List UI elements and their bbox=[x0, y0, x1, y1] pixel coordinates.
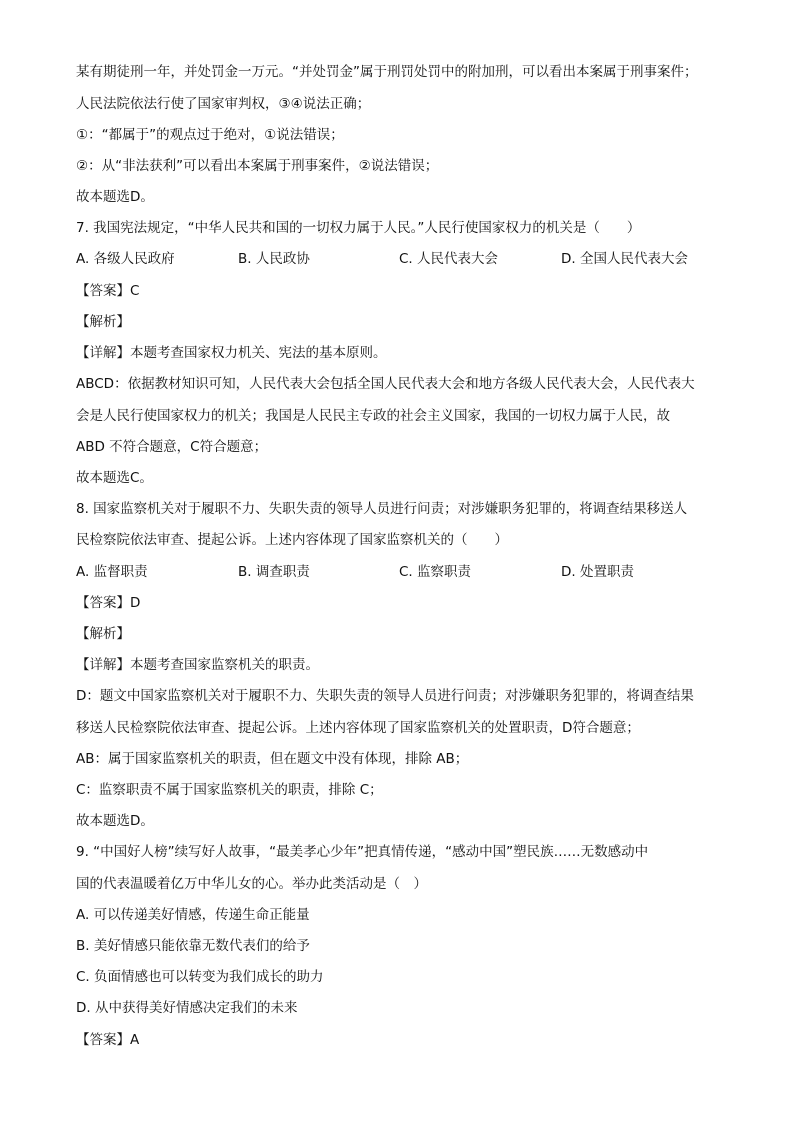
text-line: 会是人民行使国家权力的机关；我国是人民民主专政的社会主义国家，我国的一切权力属于人民，故 bbox=[76, 408, 670, 424]
option-a: A. 监督职责 bbox=[76, 564, 148, 580]
text-line: 故本题选C。 bbox=[76, 470, 153, 486]
option-b: B. 调查职责 bbox=[238, 564, 310, 580]
text-line: ①：“都属于”的观点过于绝对，①说法错误； bbox=[76, 127, 344, 143]
option-b: B. 人民政协 bbox=[238, 251, 310, 267]
text-line: ABD 不符合题意，C符合题意； bbox=[76, 439, 268, 455]
option-c: C. 人民代表大会 bbox=[399, 251, 499, 267]
option-d: D. 全国人民代表大会 bbox=[561, 251, 688, 267]
answer-label: 【答案】A bbox=[76, 1032, 140, 1048]
text-line: 故本题选D。 bbox=[76, 813, 154, 829]
detail-line: 【详解】本题考查国家权力机关、宪法的基本原则。 bbox=[76, 345, 387, 361]
option-d: D. 从中获得美好情感决定我们的未来 bbox=[76, 1000, 298, 1016]
option-a: A. 各级人民政府 bbox=[76, 251, 175, 267]
option-c: C. 负面情感也可以转变为我们成长的助力 bbox=[76, 969, 324, 985]
text-line: 移送人民检察院依法审查、提起公诉。上述内容体现了国家监察机关的处置职责，D符合题意； bbox=[76, 720, 640, 736]
detail-line: 【详解】本题考查国家监察机关的职责。 bbox=[76, 657, 319, 673]
answer-label: 【答案】D bbox=[76, 595, 141, 611]
text-line: D：题文中国家监察机关对于履职不力、失职失责的领导人员进行问责；对涉嫌职务犯罪的，将调查结果 bbox=[76, 688, 694, 704]
question-9-stem: 9. “中国好人榜”续写好人故事，“最美孝心少年”把真情传递，“感动中国”塑民族……无数感动中 bbox=[76, 844, 649, 860]
question-7-stem: 7. 我国宪法规定，“中华人民共和国的一切权力属于人民。”人民行使国家权力的机关是（ ） bbox=[76, 220, 641, 236]
option-d: D. 处置职责 bbox=[561, 564, 634, 580]
text-line: 人民法院依法行使了国家审判权，③④说法正确； bbox=[76, 96, 371, 112]
question-8-stem: 8. 国家监察机关对于履职不力、失职失责的领导人员进行问责；对涉嫌职务犯罪的，将调查结果移送人 bbox=[76, 501, 688, 517]
question-8-stem: 民检察院依法审查、提起公诉。上述内容体现了国家监察机关的（ ） bbox=[76, 532, 508, 548]
text-line: ABCD：依据教材知识可知，人民代表大会包括全国人民代表大会和地方各级人民代表大会，人民代表大 bbox=[76, 376, 695, 392]
text-line: AB：属于国家监察机关的职责，但在题文中没有体现，排除 AB； bbox=[76, 751, 469, 767]
question-9-stem: 国的代表温暖着亿万中华儿女的心。举办此类活动是（ ） bbox=[76, 876, 427, 892]
analysis-label: 【解析】 bbox=[76, 626, 130, 642]
option-c: C. 监察职责 bbox=[399, 564, 472, 580]
text-line: 故本题选D。 bbox=[76, 189, 154, 205]
option-a: A. 可以传递美好情感，传递生命正能量 bbox=[76, 907, 310, 923]
text-line: ②：从“非法获利”可以看出本案属于刑事案件，②说法错误； bbox=[76, 158, 439, 174]
text-line: 某有期徒刑一年，并处罚金一万元。“并处罚金”属于刑罚处罚中的附加刑，可以看出本案属于刑事案件； bbox=[76, 64, 698, 80]
option-b: B. 美好情感只能依靠无数代表们的给予 bbox=[76, 938, 310, 954]
text-line: C：监察职责不属于国家监察机关的职责，排除 C； bbox=[76, 782, 383, 798]
answer-label: 【答案】C bbox=[76, 283, 140, 299]
analysis-label: 【解析】 bbox=[76, 314, 130, 330]
